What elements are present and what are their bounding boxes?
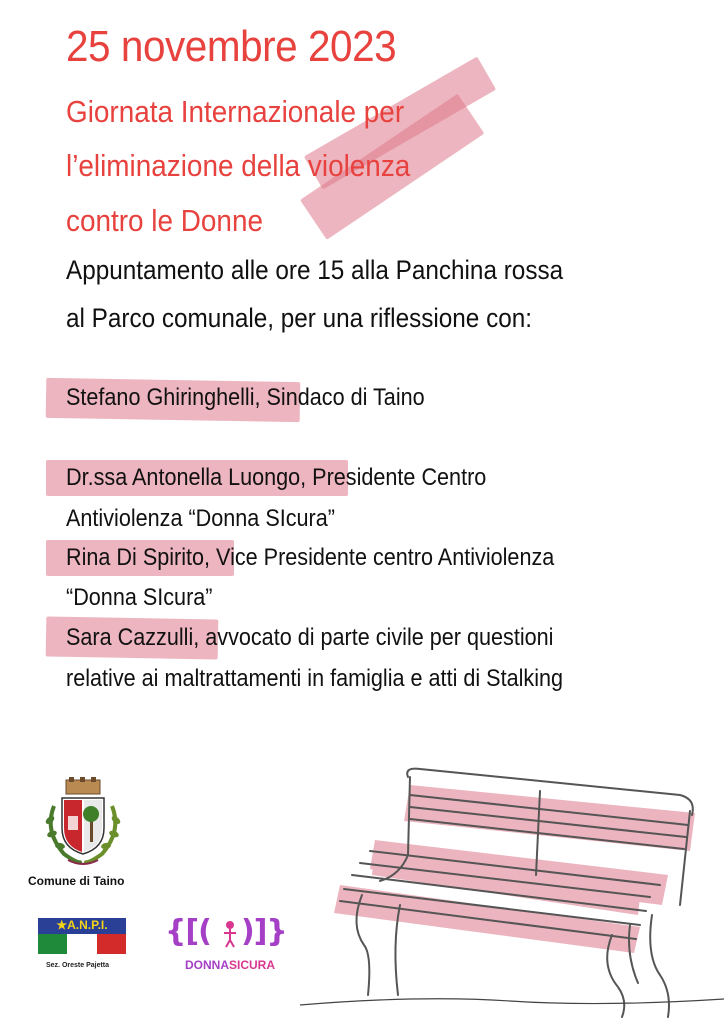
brackets-open: {[( [165, 914, 211, 949]
brackets-close: )]} [241, 914, 287, 949]
speaker-4-line-2: relative ai maltrattamenti in famiglia e atti di Stalking [66, 665, 564, 692]
speaker-4-line-1 [66, 626, 553, 650]
speaker-role: Sindaco di Taino [260, 384, 425, 411]
comune-label: Comune di Taino [28, 874, 125, 888]
speaker-role: avvocato di parte civile per questioni [199, 624, 554, 651]
speaker-name: Rina Di Spirito, [66, 544, 211, 571]
donna-word: DONNA [185, 958, 229, 972]
title-line-1: Giornata Internazionale per [66, 94, 405, 129]
speaker-name: Dr.ssa Antonella Luongo, [66, 464, 307, 491]
person-icon [219, 920, 241, 948]
anpi-logo [38, 918, 126, 954]
star-icon: ★ [56, 918, 68, 932]
speaker-1-line-1 [66, 386, 425, 410]
title-line-2: l’eliminazione della violenza [66, 148, 411, 183]
title-line-3: contro le Donne [66, 203, 263, 238]
intro-line-2: al Parco comunale, per una riflessione con: [66, 303, 533, 333]
speaker-2-line-1 [66, 466, 486, 490]
speaker-3-line-2: “Donna SIcura” [66, 584, 213, 611]
donna-sicura-logo [165, 914, 295, 978]
speaker-role: Presidente Centro [306, 464, 487, 491]
speaker-name: Stefano Ghiringhelli, [66, 384, 261, 411]
anpi-text: A.N.P.I. [67, 918, 108, 932]
anpi-section-label: Sez. Oreste Pajetta [46, 962, 110, 969]
intro-line-1: Appuntamento alle ore 15 alla Panchina rossa [66, 255, 564, 285]
sicura-word: SICURA [229, 958, 276, 972]
speaker-2-line-2: Antiviolenza “Donna SIcura” [66, 505, 335, 532]
red-bench-illustration [300, 755, 724, 1024]
speaker-3-line-1 [66, 546, 554, 570]
speaker-name: Sara Cazzulli, [66, 624, 200, 651]
comune-crest-icon [38, 776, 128, 868]
event-date: 25 novembre 2023 [66, 22, 397, 71]
speaker-role: Vice Presidente centro Antiviolenza [210, 544, 555, 571]
